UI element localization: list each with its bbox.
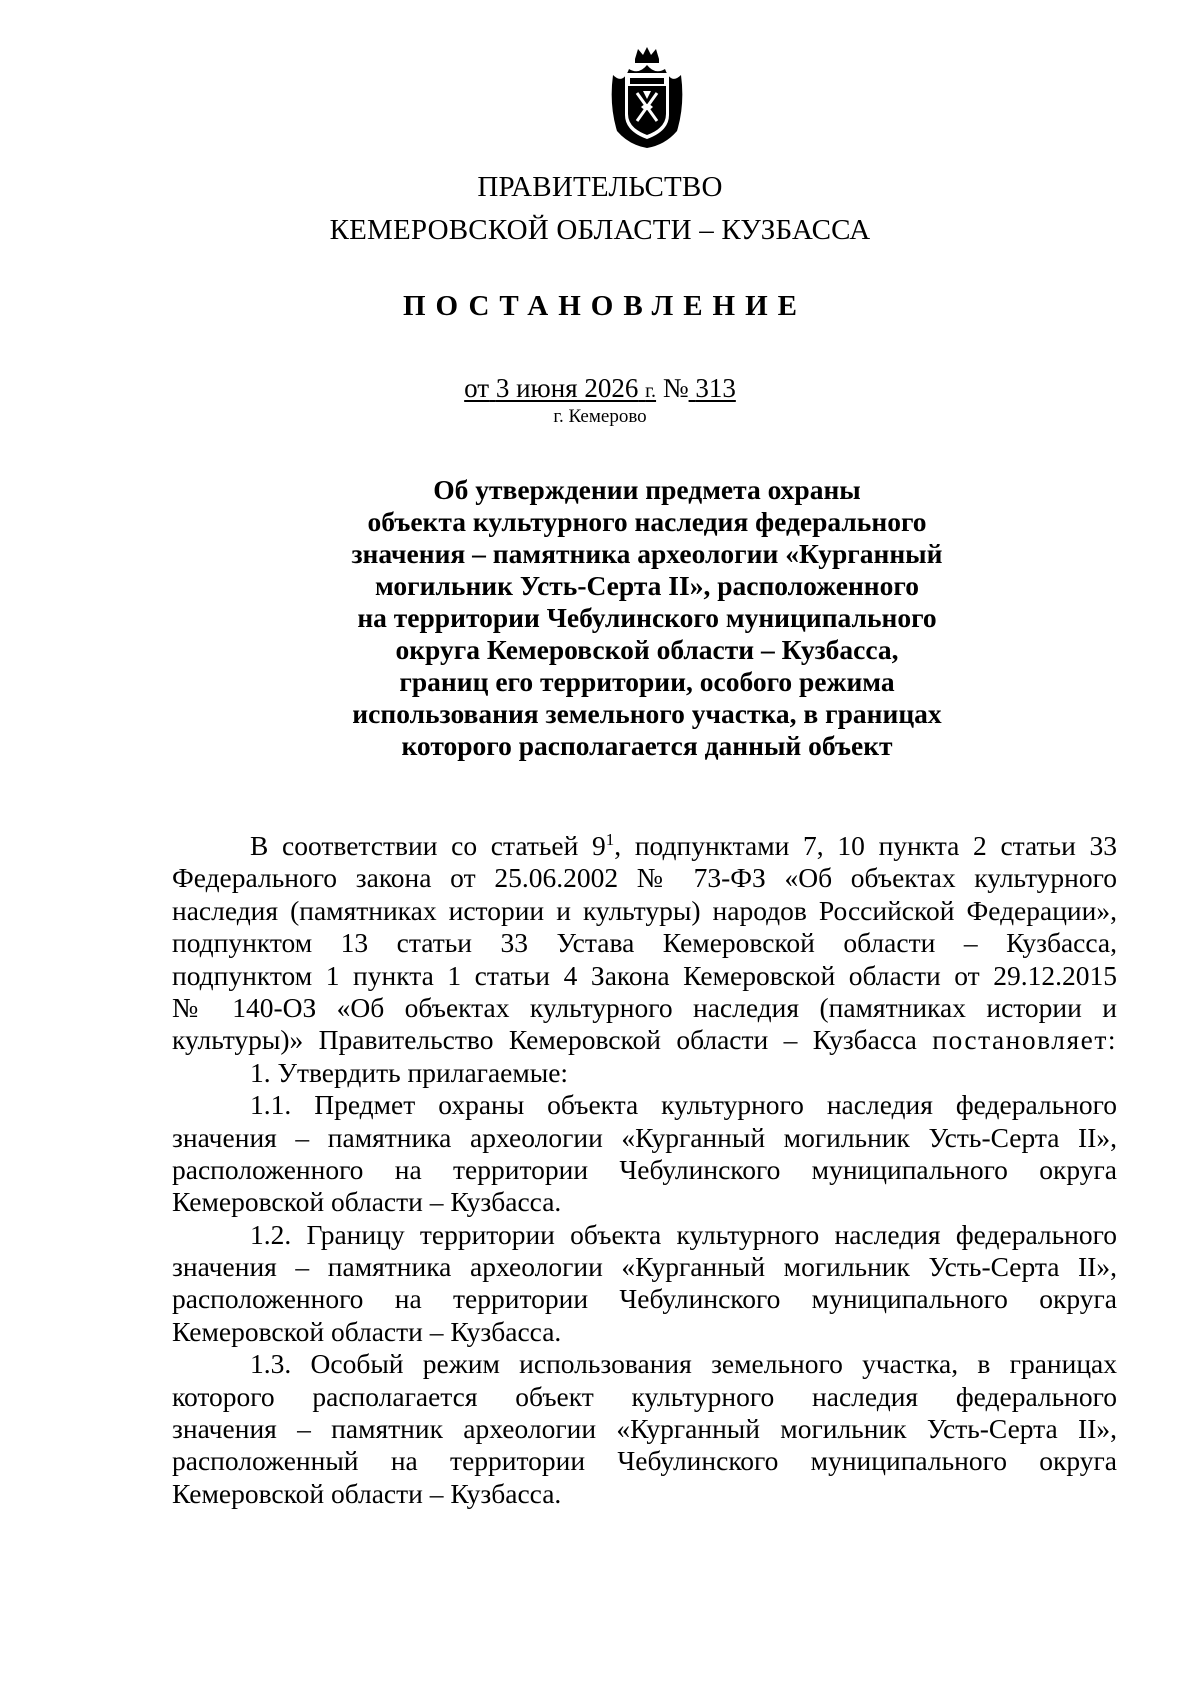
body-line: 1.1. Предмет охраны объекта культурного наследия федерального [250, 1089, 1117, 1121]
coat-of-arms-emblem [607, 45, 687, 150]
body-line: расположенного на территории Чебулинского муниципального округа [172, 1283, 1117, 1315]
title-line: округа Кемеровской области – Кузбасса, [395, 634, 899, 665]
date-field: от 3 июня 2026 г. [464, 373, 657, 403]
body-line: В соответствии со статьей $9^1$, подпунктами 7, 10 пункта 2 статьи 33 [250, 829, 1117, 861]
body-line: подпунктом 1 пункта 1 статьи 4 Закона Кемеровской области от 29.12.2015 [172, 959, 1117, 991]
title-line: которого располагается данный объект [401, 730, 893, 761]
document-body [172, 830, 1117, 1510]
government-name-line1: ПРАВИТЕЛЬСТВО [477, 171, 723, 203]
body-line: значения – памятник археологии «Курганный могильник Усть-Серта II», [172, 1413, 1117, 1445]
document-type-heading: ПОСТАНОВЛЕНИЕ [402, 290, 807, 322]
body-line: 1.3. Особый режим использования земельного участка, в границах [250, 1348, 1117, 1380]
body-line: Кемеровской области – Кузбасса. [172, 1315, 562, 1347]
body-line: значения – памятника археологии «Курганный могильник Усть-Серта II», [172, 1121, 1117, 1153]
title-line: объекта культурного наследия федерального [367, 506, 927, 537]
body-line: расположенный на территории Чебулинского муниципального округа [172, 1445, 1117, 1477]
date-number-line [0, 375, 1200, 402]
number-sign: № [662, 373, 689, 403]
city-line: г. Кемерово [553, 406, 647, 427]
body-line: 1.2. Границу территории объекта культурного наследия федерального [250, 1218, 1117, 1250]
title-line: использования земельного участка, в границах [352, 698, 942, 729]
title-line: могильник Усть-Серта II», расположенного [375, 570, 919, 601]
body-line: Кемеровской области – Кузбасса. [172, 1186, 562, 1218]
document-title [250, 474, 1044, 762]
body-line: значения – памятника археологии «Курганный могильник Усть-Серта II», [172, 1251, 1117, 1283]
title-line: значения – памятника археологии «Курганный [351, 538, 943, 569]
body-line: расположенного на территории Чебулинского муниципального округа [172, 1153, 1117, 1185]
body-line: Федерального закона от 25.06.2002 № 73-ФЗ «Об объектах культурного [172, 862, 1117, 894]
title-line: границ его территории, особого режима [399, 666, 895, 697]
title-line: на территории Чебулинского муниципального [357, 602, 937, 633]
government-name-line2: КЕМЕРОВСКОЙ ОБЛАСТИ – КУЗБАССА [329, 214, 871, 246]
body-line: наследия (памятниках истории и культуры) народов Российской Федерации», [172, 894, 1117, 926]
body-line: 1. Утвердить прилагаемые: [250, 1056, 569, 1088]
body-line: которого располагается объект культурного наследия федерального [172, 1380, 1117, 1412]
body-line: № 140-ОЗ «Об объектах культурного наследия (памятниках истории и [172, 991, 1117, 1023]
title-line: Об утверждении предмета охраны [433, 474, 861, 505]
decree-number: 313 [695, 373, 736, 403]
body-line: подпунктом 13 статьи 33 Устава Кемеровской области – Кузбасса, [172, 927, 1117, 959]
body-line: культуры)» Правительство Кемеровской области – Кузбасса постановляет: [172, 1024, 1117, 1056]
body-line: Кемеровской области – Кузбасса. [172, 1477, 562, 1509]
